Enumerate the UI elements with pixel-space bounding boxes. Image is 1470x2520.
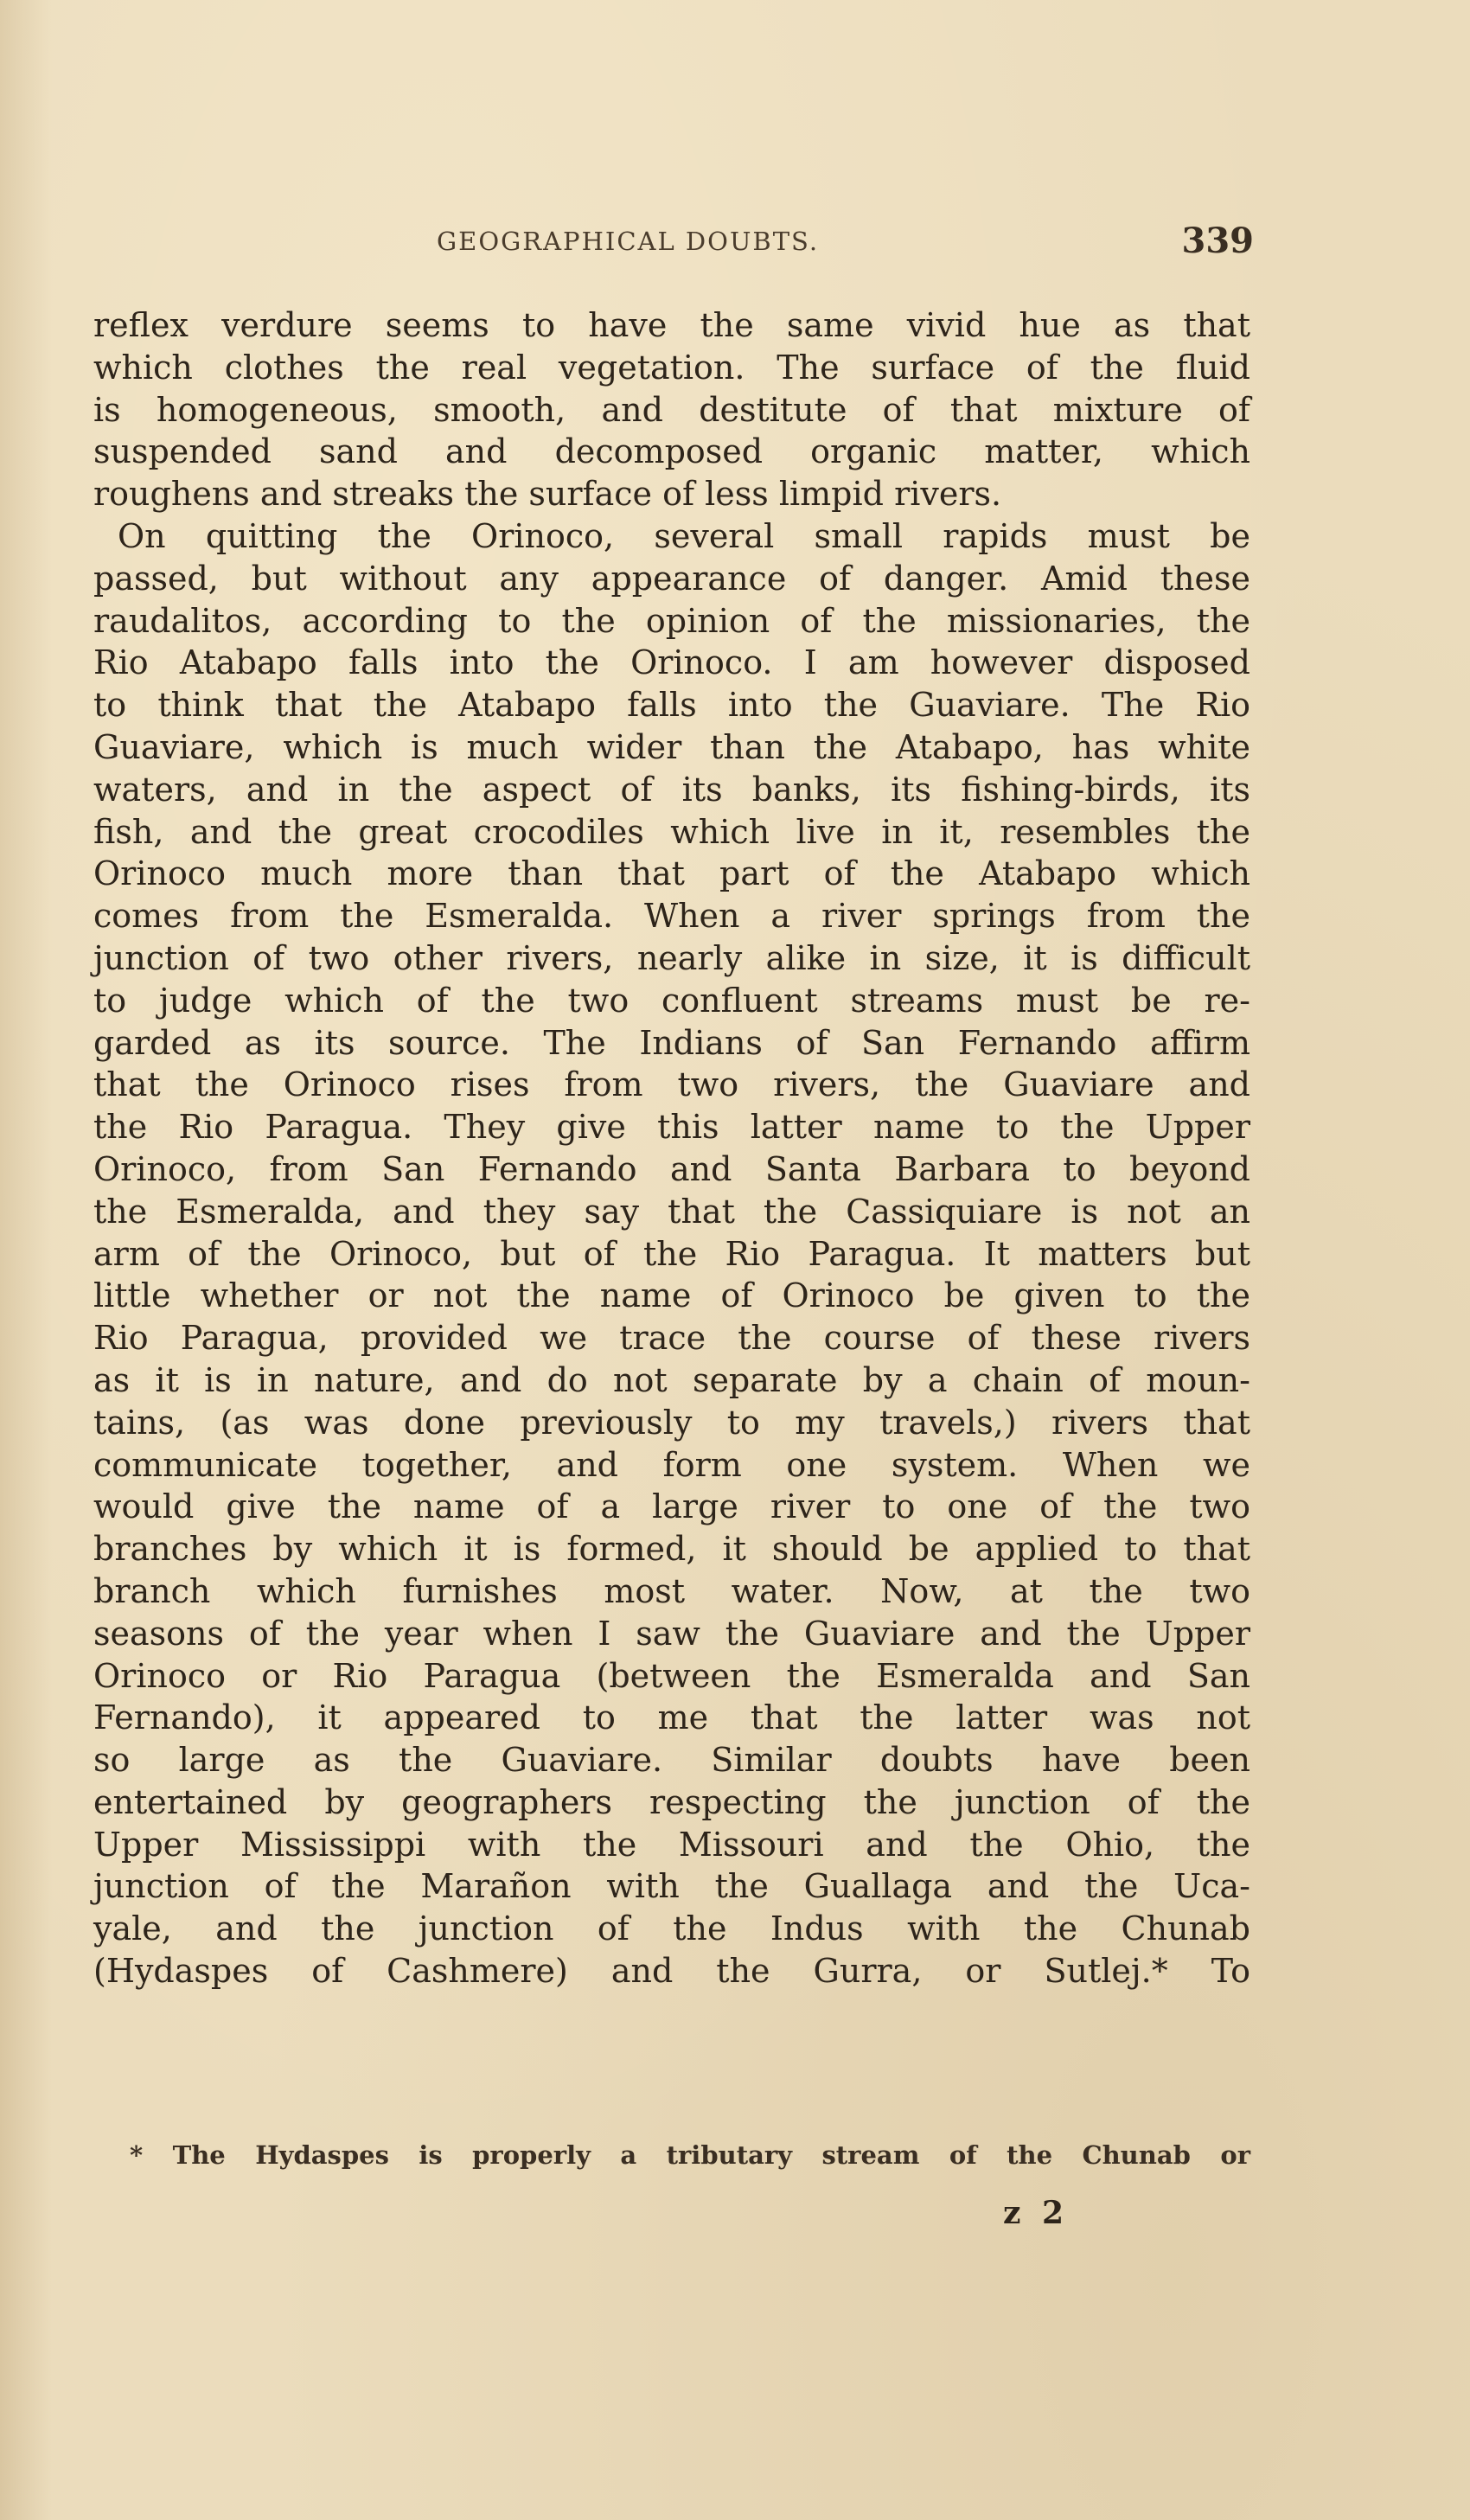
text-line: Fernando), it appeared to me that the latter was not (93, 1698, 1250, 1737)
page-number: 339 (1181, 221, 1254, 261)
text-line: fish, and the great crocodiles which live in it, resembles the (93, 812, 1250, 851)
text-line: would give the name of a large river to one of the two (93, 1487, 1250, 1526)
running-head: GEOGRAPHICAL DOUBTS. (437, 227, 820, 256)
text-line: is homogeneous, smooth, and destitute of that mixture of (93, 390, 1250, 429)
text-line: garded as its source. The Indians of San Fernando affirm (93, 1023, 1250, 1062)
text-line: Guaviare, which is much wider than the Atabapo, has white (93, 727, 1250, 766)
text-line: On quitting the Orinoco, several small rapids must be (118, 516, 1250, 555)
text-line: that the Orinoco rises from two rivers, the Guaviare and (93, 1065, 1250, 1104)
text-line: roughens and streaks the surface of less limpid rivers. (93, 475, 1002, 514)
text-line: seasons of the year when I saw the Guaviare and the Upper (93, 1614, 1250, 1653)
text-line: junction of two other rivers, nearly alike in size, it is difficult (93, 938, 1250, 977)
text-line: Orinoco or Rio Paragua (between the Esmeralda and San (93, 1656, 1250, 1695)
text-line: so large as the Guaviare. Similar doubts have been (93, 1741, 1250, 1780)
text-line: junction of the Marañon with the Guallaga and the Uca- (93, 1867, 1250, 1906)
signature-mark: z 2 (1003, 2195, 1070, 2231)
text-line: to judge which of the two confluent streams must be re- (93, 981, 1250, 1020)
text-line: Orinoco, from San Fernando and Santa Barbara to beyond (93, 1149, 1250, 1188)
text-line: yale, and the junction of the Indus with the Chunab (93, 1909, 1250, 1948)
text-line: tains, (as was done previously to my travels,) rivers that (93, 1403, 1250, 1442)
text-line: raudalitos, according to the opinion of the missionaries, the (93, 601, 1250, 640)
text-line: little whether or not the name of Orinoco be given to the (93, 1276, 1250, 1315)
text-line: Upper Mississippi with the Missouri and the Ohio, the (93, 1825, 1250, 1864)
text-line: to think that the Atabapo falls into the Guaviare. The Rio (93, 686, 1250, 725)
text-line: branch which furnishes most water. Now, at the two (93, 1571, 1250, 1610)
text-line: branches by which it is formed, it should be applied to that (93, 1530, 1250, 1569)
text-line: arm of the Orinoco, but of the Rio Paragua. It matters but (93, 1234, 1250, 1273)
text-line: Rio Atabapo falls into the Orinoco. I am however disposed (93, 643, 1250, 682)
text-line: the Rio Paragua. They give this latter name to the Upper (93, 1108, 1250, 1147)
text-line: Rio Paragua, provided we trace the course of these rivers (93, 1319, 1250, 1358)
text-line: passed, but without any appearance of danger. Amid these (93, 559, 1250, 598)
text-line: suspended sand and decomposed organic matter, which (93, 432, 1250, 471)
text-line: comes from the Esmeralda. When a river springs from the (93, 897, 1250, 936)
text-line: reflex verdure seems to have the same vivid hue as that (93, 306, 1250, 344)
text-line: which clothes the real vegetation. The surface of the fluid (93, 348, 1250, 387)
text-line: (Hydaspes of Cashmere) and the Gurra, or Sutlej.* To (93, 1952, 1250, 1991)
body-text (93, 304, 1250, 1992)
text-line: the Esmeralda, and they say that the Cassiquiare is not an (93, 1192, 1250, 1231)
text-line: waters, and in the aspect of its banks, its fishing-birds, its (93, 770, 1250, 809)
footnote: * The Hydaspes is properly a tributary stream of the Chunab or (130, 2140, 1250, 2170)
text-line: entertained by geographers respecting the junction of the (93, 1782, 1250, 1821)
text-line: communicate together, and form one system. When we (93, 1445, 1250, 1484)
text-line: Orinoco much more than that part of the Atabapo which (93, 854, 1250, 893)
text-line: as it is in nature, and do not separate by a chain of moun- (93, 1360, 1250, 1399)
